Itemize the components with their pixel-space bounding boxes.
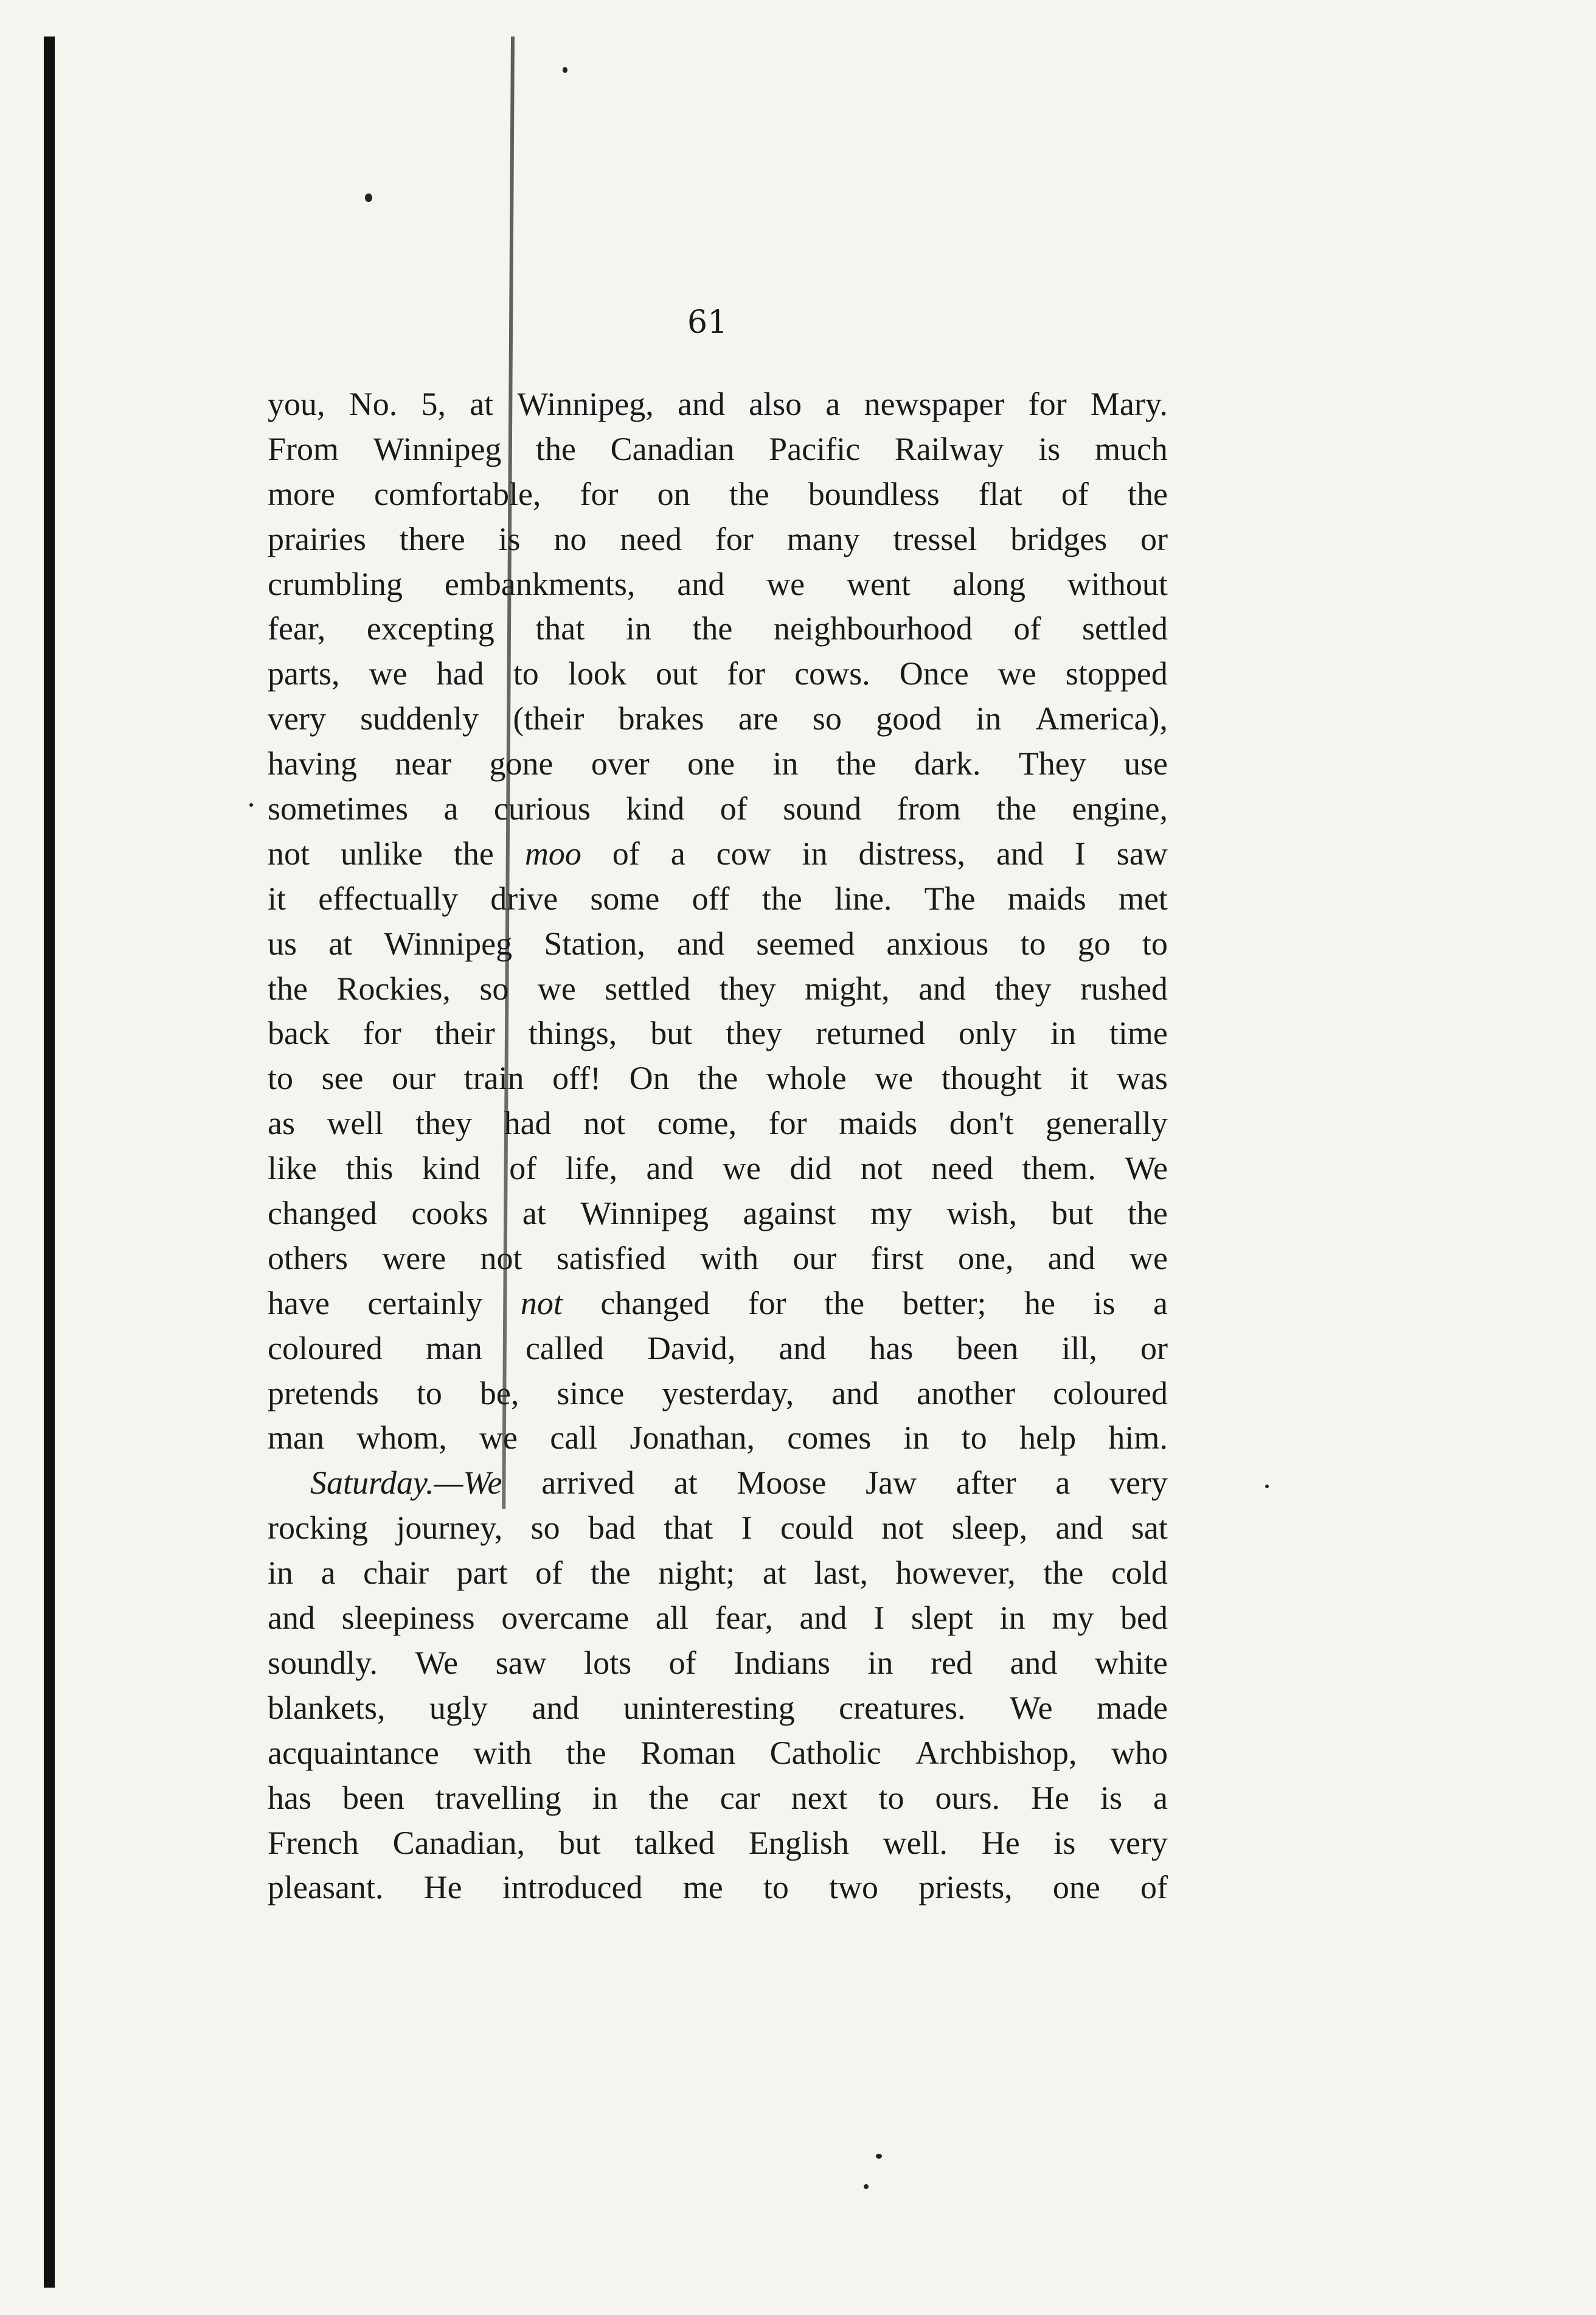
text-line: Saturday.—We arrived at Moose Jaw after a very	[310, 1464, 1168, 1502]
text-line: the Rockies, so we settled they might, and they rushed	[268, 970, 1168, 1007]
ink-speck	[1265, 1485, 1269, 1488]
text-line: sometimes a curious kind of sound from the engine,	[268, 790, 1168, 827]
text-line: prairies there is no need for many tressel bridges or	[268, 520, 1168, 557]
text-line: acquaintance with the Roman Catholic Archbishop, who	[268, 1734, 1168, 1771]
text-line: back for their things, but they returned only in time	[268, 1015, 1168, 1052]
text-line: in a chair part of the night; at last, however, the cold	[268, 1554, 1168, 1592]
ink-speck	[864, 2184, 869, 2189]
text-line: fear, excepting that in the neighbourhood of settled	[268, 610, 1168, 647]
text-line: changed cooks at Winnipeg against my wish, but the	[268, 1195, 1168, 1232]
text-line: as well they had not come, for maids don't generally	[268, 1105, 1168, 1142]
text-line: blankets, ugly and uninteresting creatures. We made	[268, 1689, 1168, 1726]
text-line: more comfortable, for on the boundless flat of the	[268, 475, 1168, 512]
text-line: man whom, we call Jonathan, comes in to help him.	[268, 1419, 1168, 1457]
body-text	[268, 382, 1168, 1910]
text-line: having near gone over one in the dark. They use	[268, 745, 1168, 782]
text-line: pleasant. He introduced me to two priests, one of	[268, 1869, 1168, 1906]
ink-speck	[876, 2154, 882, 2159]
text-line: crumbling embankments, and we went along without	[268, 565, 1168, 602]
text-line: us at Winnipeg Station, and seemed anxious to go to	[268, 925, 1168, 962]
text-line: parts, we had to look out for cows. Once we stopped	[268, 655, 1168, 692]
ink-speck	[249, 803, 253, 807]
text-line: have certainly not changed for the better; he is a	[268, 1284, 1168, 1321]
text-line: like this kind of life, and we did not need them. We	[268, 1150, 1168, 1187]
text-line: has been travelling in the car next to ours. He is a	[268, 1779, 1168, 1816]
text-line: soundly. We saw lots of Indians in red and white	[268, 1644, 1168, 1681]
page-number: 61	[687, 304, 728, 341]
text-line: rocking journey, so bad that I could not sleep, and sat	[268, 1509, 1168, 1547]
ink-speck	[563, 67, 567, 73]
text-line: to see our train off! On the whole we thought it was	[268, 1060, 1168, 1097]
text-line: coloured man called David, and has been ill, or	[268, 1329, 1168, 1366]
text-line: you, No. 5, at Winnipeg, and also a newspaper for Mary.	[268, 386, 1168, 422]
text-line: not unlike the moo of a cow in distress, and I saw	[268, 835, 1168, 872]
text-line: pretends to be, since yesterday, and another coloured	[268, 1374, 1168, 1412]
text-line: From Winnipeg the Canadian Pacific Railway is much	[268, 430, 1168, 467]
text-line: very suddenly (their brakes are so good in America),	[268, 700, 1168, 737]
text-line: it effectually drive some off the line. The maids met	[268, 880, 1168, 917]
text-line: French Canadian, but talked English well. He is very	[268, 1824, 1168, 1861]
text-line: and sleepiness overcame all fear, and I slept in my bed	[268, 1600, 1168, 1637]
book-spine-shadow	[44, 37, 55, 2288]
ink-speck	[365, 193, 372, 202]
text-line: others were not satisfied with our first one, and we	[268, 1239, 1168, 1276]
